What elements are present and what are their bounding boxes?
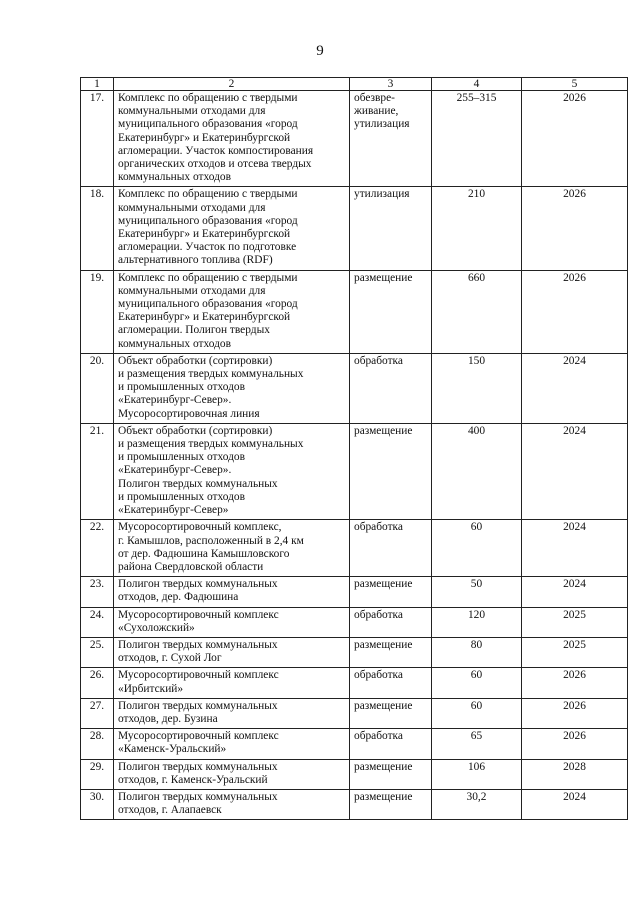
year-value: 2026 <box>522 668 628 698</box>
capacity-value: 80 <box>432 637 522 667</box>
row-number: 20. <box>81 353 114 423</box>
capacity-value: 30,2 <box>432 789 522 819</box>
table-row <box>81 789 628 819</box>
table-row <box>81 577 628 607</box>
year-value: 2026 <box>522 729 628 759</box>
facility-name: Мусоросортировочный комплекс «Ирбитский» <box>114 668 350 698</box>
header-col-4: 4 <box>432 78 522 91</box>
operation-type: обработка <box>350 607 432 637</box>
operation-type: обработка <box>350 668 432 698</box>
facility-name: Полигон твердых коммунальных отходов, дер. Фадюшина <box>114 577 350 607</box>
year-value: 2025 <box>522 607 628 637</box>
facilities-table <box>80 77 628 820</box>
operation-type: размещение <box>350 270 432 353</box>
year-value: 2024 <box>522 423 628 519</box>
capacity-value: 60 <box>432 520 522 577</box>
capacity-value: 60 <box>432 698 522 728</box>
header-col-2: 2 <box>114 78 350 91</box>
row-number: 28. <box>81 729 114 759</box>
table-row <box>81 91 628 187</box>
facility-name: Полигон твердых коммунальных отходов, г. Каменск-Уральский <box>114 759 350 789</box>
year-value: 2026 <box>522 270 628 353</box>
facility-name: Объект обработки (сортировки) и размещения твердых коммунальных и промышленных отходов «Екатеринбург-Север». Полигон твердых коммунальных и промышленных отходов «Екатеринбург-Север» <box>114 423 350 519</box>
row-number: 24. <box>81 607 114 637</box>
page-number: 9 <box>316 43 324 59</box>
operation-type: утилизация <box>350 187 432 270</box>
row-number: 17. <box>81 91 114 187</box>
table-row <box>81 270 628 353</box>
facility-name: Объект обработки (сортировки) и размещения твердых коммунальных и промышленных отходов «Екатеринбург-Север». Мусоросортировочная линия <box>114 353 350 423</box>
operation-type: обработка <box>350 353 432 423</box>
operation-type: размещение <box>350 698 432 728</box>
table-header-row <box>81 78 628 91</box>
operation-type: размещение <box>350 423 432 519</box>
header-col-3: 3 <box>350 78 432 91</box>
year-value: 2026 <box>522 698 628 728</box>
capacity-value: 255–315 <box>432 91 522 187</box>
year-value: 2024 <box>522 577 628 607</box>
operation-type: размещение <box>350 637 432 667</box>
table-row <box>81 759 628 789</box>
row-number: 30. <box>81 789 114 819</box>
header-col-5: 5 <box>522 78 628 91</box>
capacity-value: 150 <box>432 353 522 423</box>
table-row <box>81 668 628 698</box>
table-row <box>81 637 628 667</box>
capacity-value: 120 <box>432 607 522 637</box>
row-number: 23. <box>81 577 114 607</box>
capacity-value: 106 <box>432 759 522 789</box>
facility-name: Полигон твердых коммунальных отходов, дер. Бузина <box>114 698 350 728</box>
row-number: 19. <box>81 270 114 353</box>
row-number: 18. <box>81 187 114 270</box>
table-row <box>81 187 628 270</box>
facility-name: Комплекс по обращению с твердыми коммунальными отходами для муниципального образования «город Екатеринбург» и Екатеринбургской агломерации. Участок по подготовке альтернативного топлива (RDF) <box>114 187 350 270</box>
capacity-value: 50 <box>432 577 522 607</box>
row-number: 21. <box>81 423 114 519</box>
year-value: 2024 <box>522 789 628 819</box>
table-row <box>81 607 628 637</box>
row-number: 26. <box>81 668 114 698</box>
year-value: 2026 <box>522 91 628 187</box>
row-number: 29. <box>81 759 114 789</box>
facility-name: Мусоросортировочный комплекс «Сухоложский» <box>114 607 350 637</box>
year-value: 2024 <box>522 353 628 423</box>
year-value: 2025 <box>522 637 628 667</box>
operation-type: обезвре- живание, утилизация <box>350 91 432 187</box>
operation-type: обработка <box>350 729 432 759</box>
facility-name: Комплекс по обращению с твердыми коммунальными отходами для муниципального образования «город Екатеринбург» и Екатеринбургской агломерации. Полигон твердых коммунальных отходов <box>114 270 350 353</box>
row-number: 22. <box>81 520 114 577</box>
year-value: 2024 <box>522 520 628 577</box>
facility-name: Полигон твердых коммунальных отходов, г. Сухой Лог <box>114 637 350 667</box>
operation-type: обработка <box>350 520 432 577</box>
operation-type: размещение <box>350 759 432 789</box>
header-col-1: 1 <box>81 78 114 91</box>
facility-name: Мусоросортировочный комплекс, г. Камышлов, расположенный в 2,4 км от дер. Фадюшина Камышловского района Свердловской области <box>114 520 350 577</box>
table-row <box>81 698 628 728</box>
capacity-value: 660 <box>432 270 522 353</box>
table-row <box>81 729 628 759</box>
capacity-value: 65 <box>432 729 522 759</box>
facility-name: Комплекс по обращению с твердыми коммунальными отходами для муниципального образования «город Екатеринбург» и Екатеринбургской агломерации. Участок компостирования органических отходов и отсева твердых коммунальных отходов <box>114 91 350 187</box>
facility-name: Полигон твердых коммунальных отходов, г. Алапаевск <box>114 789 350 819</box>
table-row <box>81 423 628 519</box>
capacity-value: 210 <box>432 187 522 270</box>
operation-type: размещение <box>350 577 432 607</box>
operation-type: размещение <box>350 789 432 819</box>
year-value: 2028 <box>522 759 628 789</box>
table-row <box>81 520 628 577</box>
row-number: 25. <box>81 637 114 667</box>
facility-name: Мусоросортировочный комплекс «Каменск-Уральский» <box>114 729 350 759</box>
capacity-value: 400 <box>432 423 522 519</box>
year-value: 2026 <box>522 187 628 270</box>
capacity-value: 60 <box>432 668 522 698</box>
row-number: 27. <box>81 698 114 728</box>
table-row <box>81 353 628 423</box>
